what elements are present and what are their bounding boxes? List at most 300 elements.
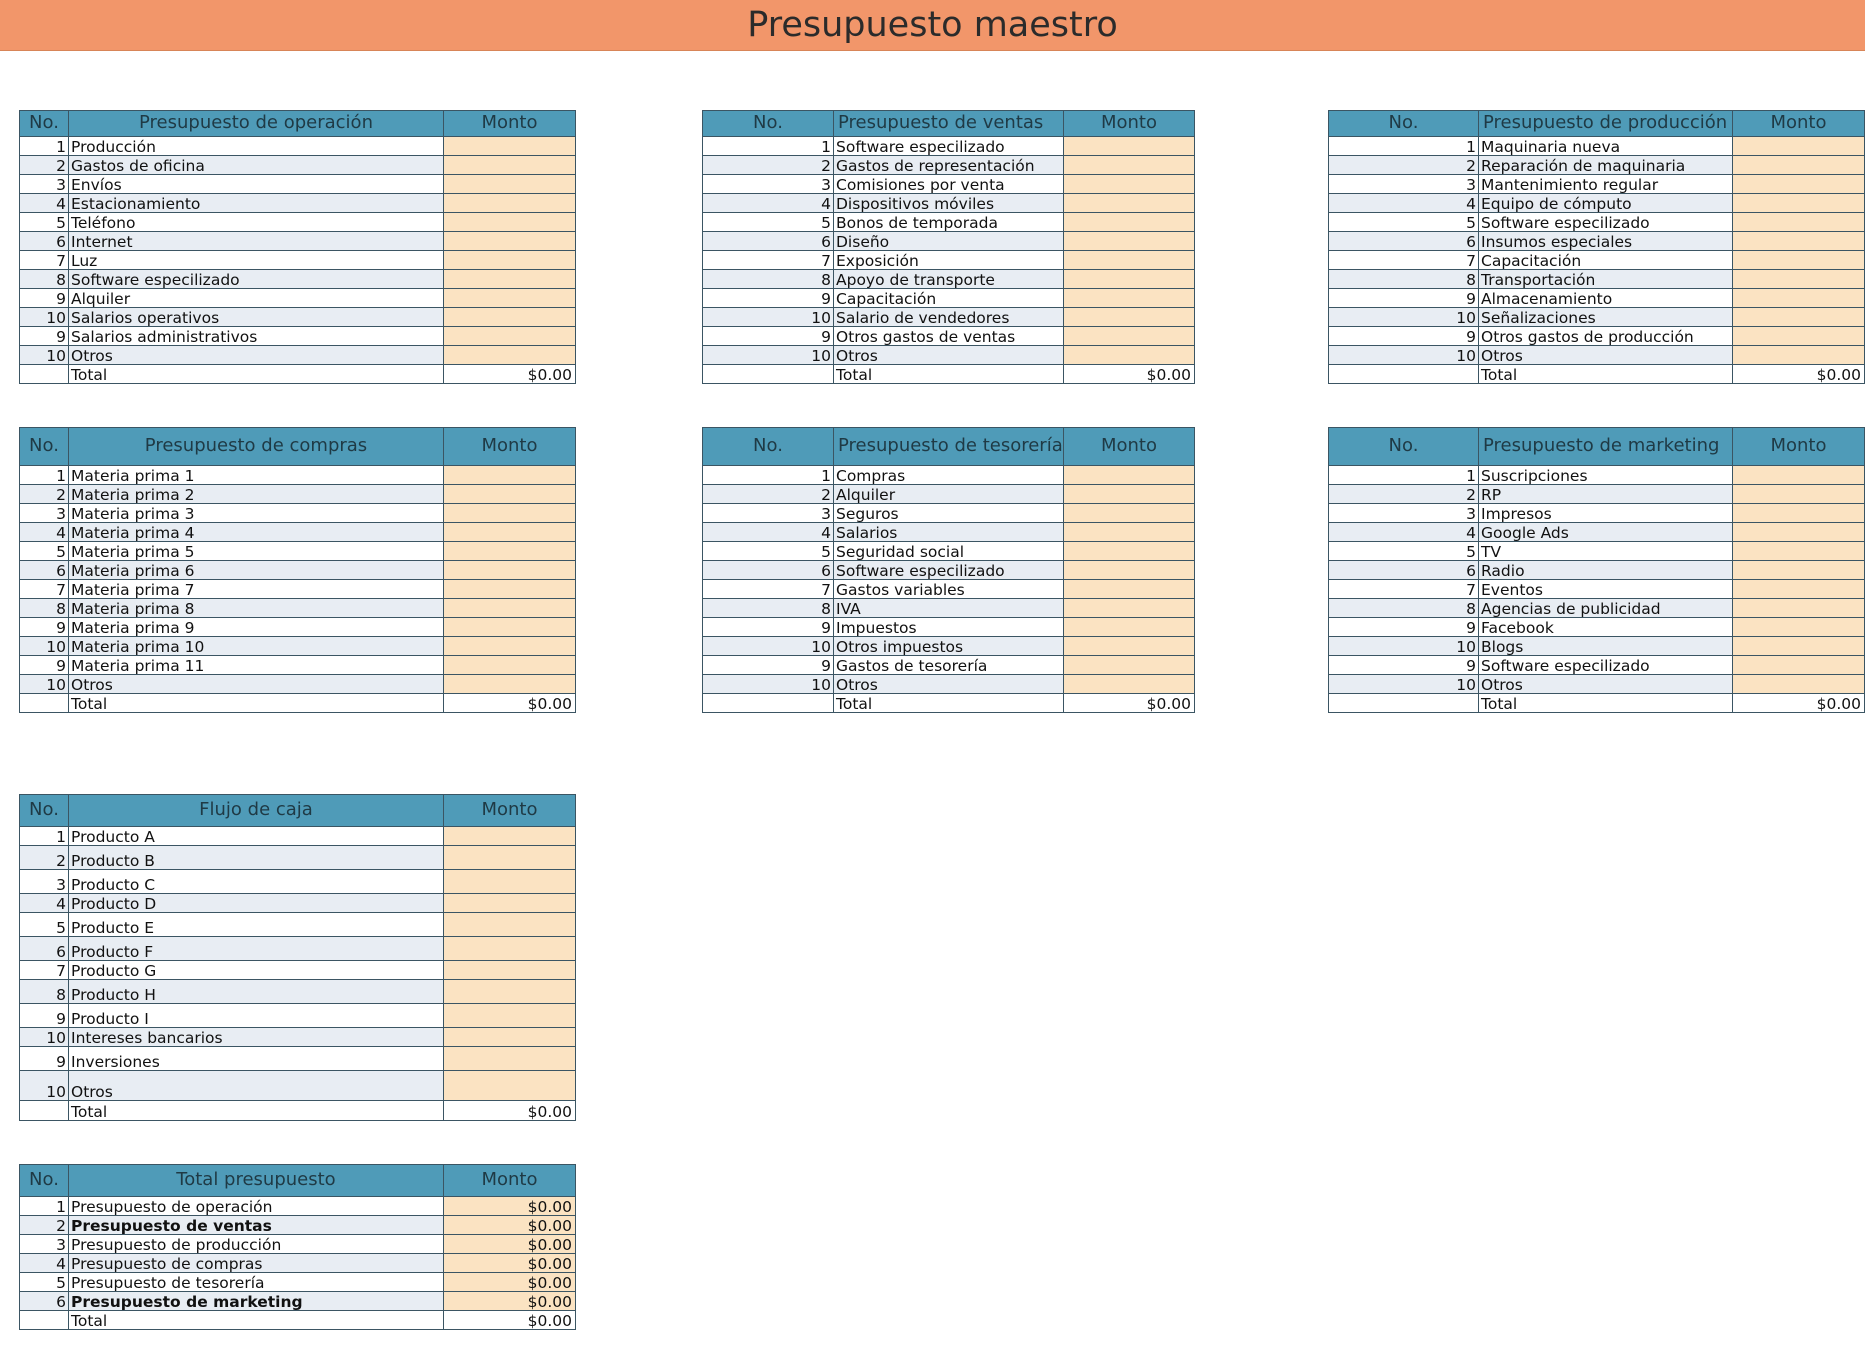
table-row [1329, 194, 1865, 213]
amount-input-cell[interactable] [1064, 523, 1195, 542]
table-row [1329, 637, 1865, 656]
column-header-item: Flujo de caja [69, 795, 444, 827]
table-row [703, 485, 1195, 504]
row-item-label: Blogs [1479, 637, 1733, 656]
row-item-label: Bonos de temporada [834, 213, 1064, 232]
amount-input-cell[interactable] [1064, 504, 1195, 523]
amount-input-cell[interactable] [1733, 232, 1865, 251]
row-number: 7 [20, 961, 69, 980]
row-item-label: Gastos variables [834, 580, 1064, 599]
row-number: 6 [1329, 232, 1479, 251]
amount-input-cell[interactable] [1064, 599, 1195, 618]
amount-input-cell[interactable] [1733, 675, 1865, 694]
row-number: 1 [703, 466, 834, 485]
row-number: 2 [20, 846, 69, 870]
amount-input-cell[interactable] [1064, 580, 1195, 599]
amount-input-cell[interactable] [444, 675, 576, 694]
amount-input-cell[interactable] [444, 466, 576, 485]
amount-input-cell[interactable] [1733, 251, 1865, 270]
amount-input-cell[interactable] [1733, 618, 1865, 637]
column-header-item: Presupuesto de marketing [1479, 428, 1733, 466]
table-row [1329, 213, 1865, 232]
row-number: 10 [1329, 637, 1479, 656]
row-number: 10 [20, 346, 69, 365]
amount-input-cell[interactable] [1064, 175, 1195, 194]
amount-input-cell[interactable] [1733, 308, 1865, 327]
row-number: 2 [703, 485, 834, 504]
row-number: 4 [1329, 194, 1479, 213]
row-number: 10 [20, 675, 69, 694]
row-item-label: Google Ads [1479, 523, 1733, 542]
table-row [20, 289, 576, 308]
row-item-label: Software especilizado [834, 137, 1064, 156]
row-item-label: Producto F [69, 937, 444, 961]
table-row [20, 466, 576, 485]
row-number: 8 [1329, 270, 1479, 289]
row-item-label: Otros [834, 346, 1064, 365]
row-number: 3 [20, 870, 69, 894]
amount-input-cell[interactable] [1064, 618, 1195, 637]
amount-input-cell[interactable] [444, 894, 576, 913]
table-row [20, 523, 576, 542]
row-item-label: Compras [834, 466, 1064, 485]
amount-input-cell[interactable]: $0.00 [444, 1216, 576, 1235]
table-row [703, 580, 1195, 599]
table-row [703, 346, 1195, 365]
amount-input-cell[interactable] [1064, 137, 1195, 156]
row-item-label: Alquiler [69, 289, 444, 308]
row-number: 7 [703, 580, 834, 599]
column-header-amount: Monto [444, 1165, 576, 1197]
row-item-label: Transportación [1479, 270, 1733, 289]
row-item-label: Producto I [69, 1004, 444, 1028]
column-header-no: No. [1329, 111, 1479, 137]
table-row [20, 1197, 576, 1216]
table-row [1329, 289, 1865, 308]
row-number: 9 [20, 618, 69, 637]
table-row [20, 675, 576, 694]
row-item-label: Suscripciones [1479, 466, 1733, 485]
total-value: $0.00 [444, 1311, 576, 1330]
total-value: $0.00 [1064, 694, 1195, 713]
row-number: 9 [20, 289, 69, 308]
total-value: $0.00 [444, 1101, 576, 1121]
amount-input-cell[interactable] [444, 251, 576, 270]
column-header-amount: Monto [1733, 111, 1865, 137]
row-number: 10 [20, 308, 69, 327]
row-item-label: Almacenamiento [1479, 289, 1733, 308]
amount-input-cell[interactable] [444, 1047, 576, 1071]
row-number: 5 [1329, 213, 1479, 232]
amount-input-cell[interactable] [1733, 346, 1865, 365]
table-row [20, 232, 576, 251]
row-item-label: Software especilizado [69, 270, 444, 289]
table-header-row [703, 428, 1195, 466]
table-row [703, 637, 1195, 656]
table-row [1329, 523, 1865, 542]
row-number: 8 [703, 599, 834, 618]
row-number: 10 [1329, 346, 1479, 365]
amount-input-cell[interactable] [1733, 637, 1865, 656]
row-item-label: Presupuesto de compras [69, 1254, 444, 1273]
amount-input-cell[interactable] [444, 213, 576, 232]
amount-input-cell[interactable] [1733, 485, 1865, 504]
table-row [1329, 308, 1865, 327]
row-item-label: Radio [1479, 561, 1733, 580]
amount-input-cell[interactable] [444, 137, 576, 156]
amount-input-cell[interactable] [1733, 289, 1865, 308]
amount-input-cell[interactable] [1064, 289, 1195, 308]
amount-input-cell[interactable] [444, 194, 576, 213]
table-row [20, 1028, 576, 1047]
amount-input-cell[interactable] [1064, 637, 1195, 656]
amount-input-cell[interactable] [1064, 156, 1195, 175]
amount-input-cell[interactable] [444, 346, 576, 365]
row-item-label: RP [1479, 485, 1733, 504]
table-row [20, 1292, 576, 1311]
row-number: 3 [20, 175, 69, 194]
row-item-label: Capacitación [1479, 251, 1733, 270]
table-row [20, 504, 576, 523]
amount-input-cell[interactable]: $0.00 [444, 1197, 576, 1216]
row-item-label: Software especilizado [1479, 656, 1733, 675]
table-row [703, 656, 1195, 675]
row-number: 6 [703, 561, 834, 580]
row-item-label: Otros gastos de ventas [834, 327, 1064, 346]
amount-input-cell[interactable] [1733, 327, 1865, 346]
row-number: 4 [1329, 523, 1479, 542]
table-row [20, 1254, 576, 1273]
table-row [20, 656, 576, 675]
row-number: 5 [703, 213, 834, 232]
table-row [20, 894, 576, 913]
amount-input-cell[interactable] [1733, 194, 1865, 213]
amount-input-cell[interactable] [1064, 466, 1195, 485]
row-item-label: Gastos de tesorería [834, 656, 1064, 675]
row-item-label: Materia prima 9 [69, 618, 444, 637]
table-row [703, 327, 1195, 346]
row-item-label: Teléfono [69, 213, 444, 232]
amount-input-cell[interactable] [1064, 675, 1195, 694]
table-row [20, 980, 576, 1004]
row-number: 2 [1329, 156, 1479, 175]
amount-input-cell[interactable] [444, 327, 576, 346]
amount-input-cell[interactable] [1733, 504, 1865, 523]
row-item-label: Otros [69, 1071, 444, 1101]
table-row [703, 232, 1195, 251]
row-number: 9 [703, 327, 834, 346]
row-number: 6 [20, 561, 69, 580]
row-number: 5 [20, 913, 69, 937]
amount-input-cell[interactable] [1733, 542, 1865, 561]
amount-input-cell[interactable] [1733, 270, 1865, 289]
amount-input-cell[interactable] [444, 580, 576, 599]
amount-input-cell[interactable] [1733, 561, 1865, 580]
table-header-row [20, 428, 576, 466]
table-row [20, 937, 576, 961]
budget-table-ventas [702, 110, 1195, 384]
row-item-label: Otros [69, 346, 444, 365]
table-row [703, 561, 1195, 580]
row-item-label: Agencias de publicidad [1479, 599, 1733, 618]
row-number: 6 [1329, 561, 1479, 580]
total-row-spacer [20, 365, 69, 384]
row-item-label: Presupuesto de tesorería [69, 1273, 444, 1292]
table-row [1329, 137, 1865, 156]
table-row [703, 270, 1195, 289]
table-row [20, 1004, 576, 1028]
row-number: 6 [20, 1292, 69, 1311]
title-banner [0, 0, 1865, 51]
amount-input-cell[interactable] [444, 870, 576, 894]
row-item-label: Salarios operativos [69, 308, 444, 327]
amount-input-cell[interactable] [444, 1071, 576, 1101]
row-number: 4 [20, 523, 69, 542]
table-row [20, 599, 576, 618]
row-number: 5 [20, 542, 69, 561]
row-item-label: Dispositivos móviles [834, 194, 1064, 213]
row-item-label: Diseño [834, 232, 1064, 251]
column-header-item: Total presupuesto [69, 1165, 444, 1197]
row-number: 10 [703, 308, 834, 327]
row-number: 10 [703, 346, 834, 365]
amount-input-cell[interactable] [444, 846, 576, 870]
column-header-no: No. [20, 1165, 69, 1197]
amount-input-cell[interactable] [444, 270, 576, 289]
budget-table-flujo [19, 794, 576, 1121]
total-label: Total [1479, 365, 1733, 384]
amount-input-cell[interactable]: $0.00 [444, 1254, 576, 1273]
row-number: 8 [1329, 599, 1479, 618]
row-number: 1 [20, 466, 69, 485]
table-row [703, 308, 1195, 327]
row-item-label: Exposición [834, 251, 1064, 270]
total-value: $0.00 [444, 694, 576, 713]
row-item-label: Maquinaria nueva [1479, 137, 1733, 156]
row-number: 1 [20, 137, 69, 156]
amount-input-cell[interactable] [444, 618, 576, 637]
amount-input-cell[interactable]: $0.00 [444, 1235, 576, 1254]
amount-input-cell[interactable] [444, 485, 576, 504]
total-row-spacer [1329, 365, 1479, 384]
amount-input-cell[interactable] [1733, 466, 1865, 485]
row-number: 9 [20, 327, 69, 346]
amount-input-cell[interactable] [444, 1028, 576, 1047]
row-item-label: Estacionamiento [69, 194, 444, 213]
amount-input-cell[interactable] [1064, 656, 1195, 675]
table-row [1329, 656, 1865, 675]
row-number: 7 [703, 251, 834, 270]
amount-input-cell[interactable] [444, 504, 576, 523]
table-row [703, 251, 1195, 270]
amount-input-cell[interactable] [1733, 137, 1865, 156]
table-header-row [20, 111, 576, 137]
amount-input-cell[interactable] [444, 232, 576, 251]
row-item-label: Producto E [69, 913, 444, 937]
amount-input-cell[interactable] [1064, 346, 1195, 365]
amount-input-cell[interactable] [444, 175, 576, 194]
table-row [703, 137, 1195, 156]
row-number: 9 [1329, 618, 1479, 637]
row-item-label: Presupuesto de marketing [69, 1292, 444, 1311]
row-number: 5 [1329, 542, 1479, 561]
row-number: 10 [703, 675, 834, 694]
row-number: 9 [703, 656, 834, 675]
amount-input-cell[interactable] [444, 523, 576, 542]
row-item-label: Producto C [69, 870, 444, 894]
table-row [20, 1235, 576, 1254]
row-number: 5 [20, 213, 69, 232]
amount-input-cell[interactable] [1064, 270, 1195, 289]
amount-input-cell[interactable] [1064, 232, 1195, 251]
amount-input-cell[interactable] [1064, 194, 1195, 213]
row-number: 4 [20, 194, 69, 213]
amount-input-cell[interactable] [1064, 542, 1195, 561]
table-row [20, 542, 576, 561]
table-row [20, 327, 576, 346]
row-number: 3 [1329, 504, 1479, 523]
amount-input-cell[interactable] [444, 561, 576, 580]
amount-input-cell[interactable] [444, 961, 576, 980]
table-row [703, 523, 1195, 542]
amount-input-cell[interactable] [1064, 308, 1195, 327]
amount-input-cell[interactable] [1733, 580, 1865, 599]
row-item-label: Insumos especiales [1479, 232, 1733, 251]
row-item-label: Internet [69, 232, 444, 251]
table-row [703, 466, 1195, 485]
budget-table-total_presupuesto [19, 1164, 576, 1330]
amount-input-cell[interactable] [1733, 175, 1865, 194]
total-label: Total [834, 694, 1064, 713]
row-item-label: Seguridad social [834, 542, 1064, 561]
total-label: Total [69, 694, 444, 713]
total-row [20, 365, 576, 384]
total-row [703, 365, 1195, 384]
amount-input-cell[interactable] [1064, 485, 1195, 504]
table-row [20, 213, 576, 232]
table-row [703, 542, 1195, 561]
amount-input-cell[interactable] [1733, 523, 1865, 542]
table-row [703, 289, 1195, 308]
total-label: Total [1479, 694, 1733, 713]
row-item-label: Salarios administrativos [69, 327, 444, 346]
row-item-label: Envíos [69, 175, 444, 194]
amount-input-cell[interactable] [444, 542, 576, 561]
row-item-label: Materia prima 1 [69, 466, 444, 485]
amount-input-cell[interactable] [444, 913, 576, 937]
table-row [1329, 618, 1865, 637]
row-item-label: Materia prima 3 [69, 504, 444, 523]
amount-input-cell[interactable] [444, 827, 576, 846]
amount-input-cell[interactable] [444, 308, 576, 327]
row-item-label: Reparación de maquinaria [1479, 156, 1733, 175]
amount-input-cell[interactable] [1733, 599, 1865, 618]
amount-input-cell[interactable]: $0.00 [444, 1292, 576, 1311]
table-header-row [1329, 111, 1865, 137]
table-row [20, 913, 576, 937]
row-item-label: Otros [69, 675, 444, 694]
row-number: 5 [703, 542, 834, 561]
row-item-label: Gastos de representación [834, 156, 1064, 175]
amount-input-cell[interactable] [1064, 327, 1195, 346]
total-label: Total [69, 1311, 444, 1330]
column-header-amount: Monto [1064, 428, 1195, 466]
row-item-label: Intereses bancarios [69, 1028, 444, 1047]
amount-input-cell[interactable] [444, 637, 576, 656]
row-item-label: Seguros [834, 504, 1064, 523]
table-row [20, 870, 576, 894]
row-item-label: Presupuesto de producción [69, 1235, 444, 1254]
row-item-label: Eventos [1479, 580, 1733, 599]
amount-input-cell[interactable] [444, 937, 576, 961]
table-row [20, 346, 576, 365]
amount-input-cell[interactable] [1064, 561, 1195, 580]
row-number: 1 [1329, 466, 1479, 485]
amount-input-cell[interactable] [444, 599, 576, 618]
row-number: 4 [20, 894, 69, 913]
row-number: 8 [20, 270, 69, 289]
row-item-label: Apoyo de transporte [834, 270, 1064, 289]
amount-input-cell[interactable] [444, 289, 576, 308]
amount-input-cell[interactable] [1064, 251, 1195, 270]
row-number: 9 [1329, 289, 1479, 308]
column-header-item: Presupuesto de producción [1479, 111, 1733, 137]
column-header-no: No. [20, 795, 69, 827]
table-row [703, 618, 1195, 637]
table-row [1329, 561, 1865, 580]
table-row [20, 846, 576, 870]
row-number: 3 [1329, 175, 1479, 194]
table-row [1329, 466, 1865, 485]
row-number: 3 [703, 175, 834, 194]
column-header-no: No. [20, 428, 69, 466]
total-row-spacer [20, 1101, 69, 1121]
row-number: 6 [20, 937, 69, 961]
table-row [703, 175, 1195, 194]
amount-input-cell[interactable] [1733, 213, 1865, 232]
column-header-no: No. [1329, 428, 1479, 466]
amount-input-cell[interactable] [1733, 156, 1865, 175]
row-item-label: IVA [834, 599, 1064, 618]
row-number: 7 [20, 251, 69, 270]
row-number: 1 [1329, 137, 1479, 156]
row-item-label: Salario de vendedores [834, 308, 1064, 327]
row-number: 8 [703, 270, 834, 289]
amount-input-cell[interactable] [1733, 656, 1865, 675]
amount-input-cell[interactable] [444, 980, 576, 1004]
row-number: 10 [1329, 308, 1479, 327]
total-row-spacer [20, 694, 69, 713]
row-item-label: Materia prima 8 [69, 599, 444, 618]
row-item-label: Presupuesto de operación [69, 1197, 444, 1216]
total-row [20, 694, 576, 713]
column-header-amount: Monto [1064, 111, 1195, 137]
amount-input-cell[interactable]: $0.00 [444, 1273, 576, 1292]
table-row [20, 1273, 576, 1292]
row-item-label: Equipo de cómputo [1479, 194, 1733, 213]
table-header-row [703, 111, 1195, 137]
amount-input-cell[interactable] [444, 656, 576, 675]
row-item-label: Producción [69, 137, 444, 156]
amount-input-cell[interactable] [1064, 213, 1195, 232]
table-row [20, 137, 576, 156]
amount-input-cell[interactable] [444, 1004, 576, 1028]
row-item-label: Comisiones por venta [834, 175, 1064, 194]
total-label: Total [834, 365, 1064, 384]
row-item-label: Otros [834, 675, 1064, 694]
amount-input-cell[interactable] [444, 156, 576, 175]
row-item-label: Producto D [69, 894, 444, 913]
